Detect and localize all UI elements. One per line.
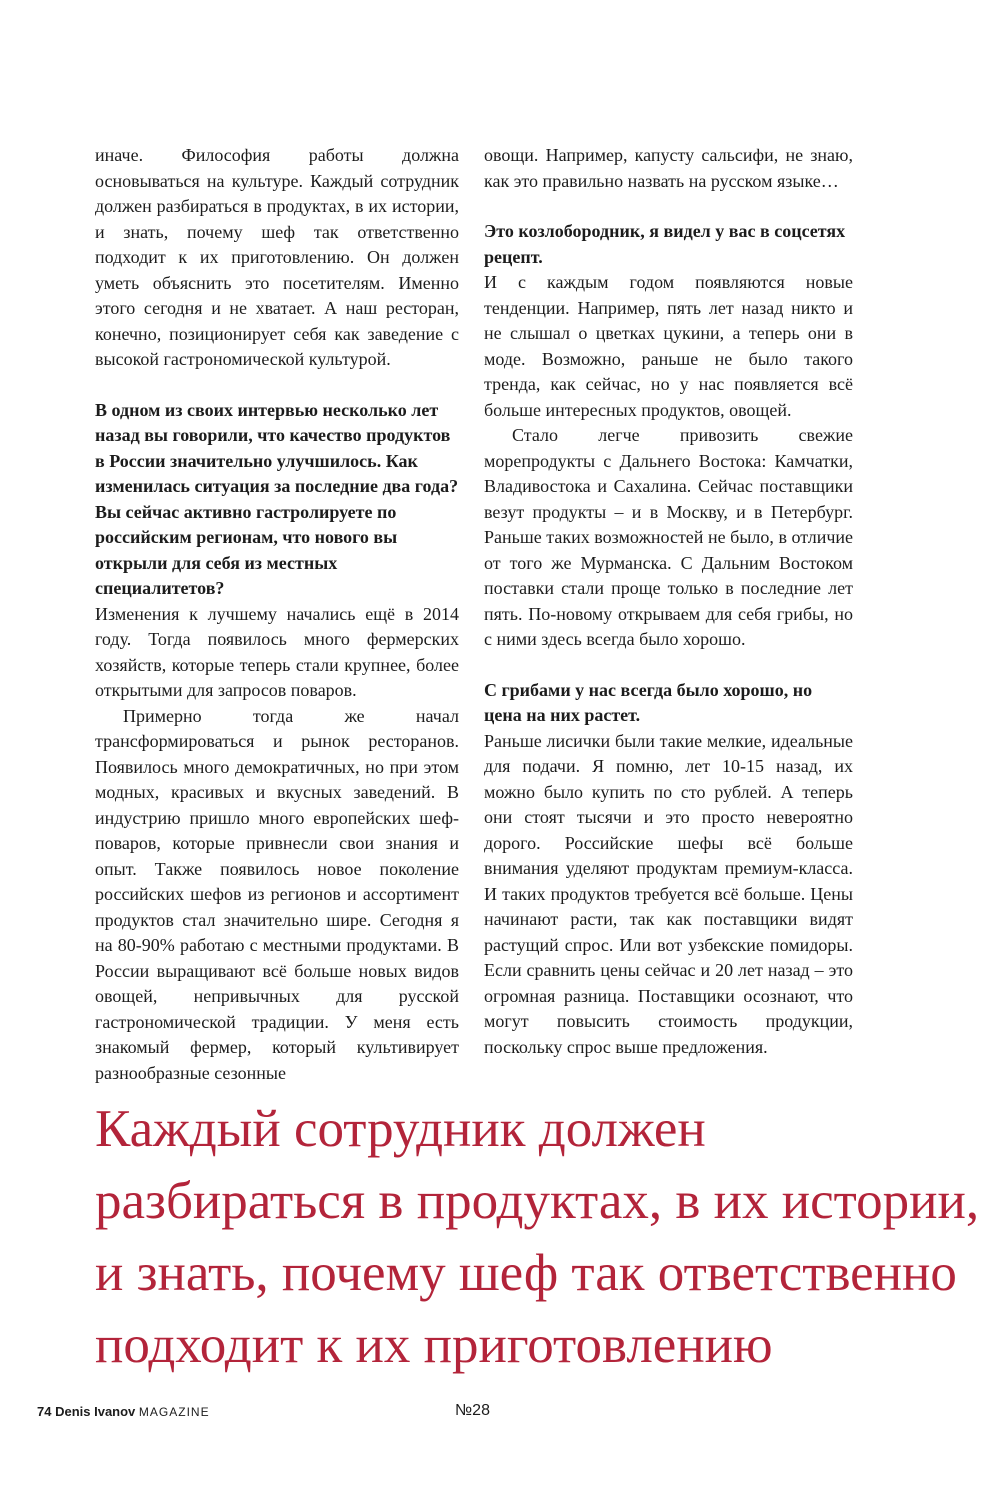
paragraph: Стало легче привозить свежие морепродукты с Дальнего Востока: Камчатки, Владивостока и Сахалина. Сейчас поставщики везут продукты – и в Москву, и в Петербург. Раньше таких возможностей не было, в отличие от того же Мурманска. С Дальним Востоком поставки стали проще только в последние лет пять. По-новому открываем для себя грибы, но с ними здесь всегда было хорошо. bbox=[484, 425, 853, 649]
magazine-label: MAGAZINE bbox=[138, 1405, 210, 1419]
right-column bbox=[484, 143, 853, 1060]
interview-question: Это козлобородник, я видел у вас в соцсетях рецепт. bbox=[484, 221, 846, 267]
pull-quote-line: подходит к их приготовлению bbox=[95, 1316, 773, 1374]
paragraph: иначе. Философия работы должна основываться на культуре. Каждый сотрудник должен разбираться в продуктах, в их истории, и знать, почему шеф так ответственно подходит к их приготовлению. Он должен уметь объяснить это посетителям. Именно этого сегодня и не хватает. А наш ресторан, конечно, позиционирует себя как заведение с высокой гастрономической культурой. bbox=[95, 145, 459, 369]
left-column bbox=[95, 143, 459, 1086]
interview-question: С грибами у нас всегда было хорошо, но цена на них растет. bbox=[484, 679, 813, 725]
issue-number: №28 bbox=[455, 1402, 490, 1419]
pull-quote-line: разбираться в продуктах, в их истории, bbox=[95, 1172, 980, 1230]
pull-quote-line: Каждый сотрудник должен bbox=[95, 1100, 706, 1158]
paragraph: Изменения к лучшему начались ещё в 2014 году. Тогда появилось много фермерских хозяйств, которые теперь стали крупнее, более открытыми для запросов поваров. bbox=[95, 603, 459, 700]
footer-branding bbox=[37, 1404, 210, 1419]
pull-quote-line: и знать, почему шеф так ответственно bbox=[95, 1244, 957, 1302]
pull-quote bbox=[95, 1093, 980, 1381]
brand-name: Denis Ivanov bbox=[55, 1404, 136, 1419]
paragraph: Раньше лисички были такие мелкие, идеальные для подачи. Я помню, лет 10-15 назад, их можно было купить по сто рублей. А теперь они стоят тысячи и это просто невероятно дорого. Российские шефы всё больше внимания уделяют продуктам премиум-класса. И таких продуктов требуется всё больше. Цены начинают расти, так как поставщики видят растущий спрос. Или вот узбекские помидоры. Если сравнить цены сейчас и 20 лет назад – это огромная разница. Поставщики осознают, что могут повысить стоимость продукции, поскольку спрос выше предложения. bbox=[484, 730, 853, 1057]
page-number: 74 bbox=[37, 1404, 52, 1419]
paragraph: Примерно тогда же начал трансформироваться и рынок ресторанов. Появилось много демократичных, но при этом модных, красивых и вкусных заведений. В индустрию пришло много европейских шеф-поваров, которые привнесли свои знания и опыт. Также появилось новое поколение российских шефов из регионов и ассортимент продуктов стал значительно шире. Сегодня я на 80-90% работаю с местными продуктами. В России выращивают всё больше новых видов овощей, непривычных для русской гастрономической традиции. У меня есть знакомый фермер, который культивирует разнообразные сезонные bbox=[95, 705, 459, 1083]
paragraph: овощи. Например, капусту сальсифи, не знаю, как это правильно назвать на русском языке… bbox=[484, 145, 853, 191]
interview-question: В одном из своих интервью несколько лет назад вы говорили, что качество продуктов в России значительно улучшилось. Как изменилась ситуация за последние два года? Вы сейчас активно гастролируете по российским регионам, что нового вы открыли для себя из местных специалитетов? bbox=[95, 399, 459, 598]
paragraph: И с каждым годом появляются новые тенденции. Например, пять лет назад никто и не слышал о цветках цукини, а теперь они в моде. Возможно, раньше не было такого тренда, как сейчас, но у нас появляется всё больше интересных продуктов, овощей. bbox=[484, 272, 853, 420]
